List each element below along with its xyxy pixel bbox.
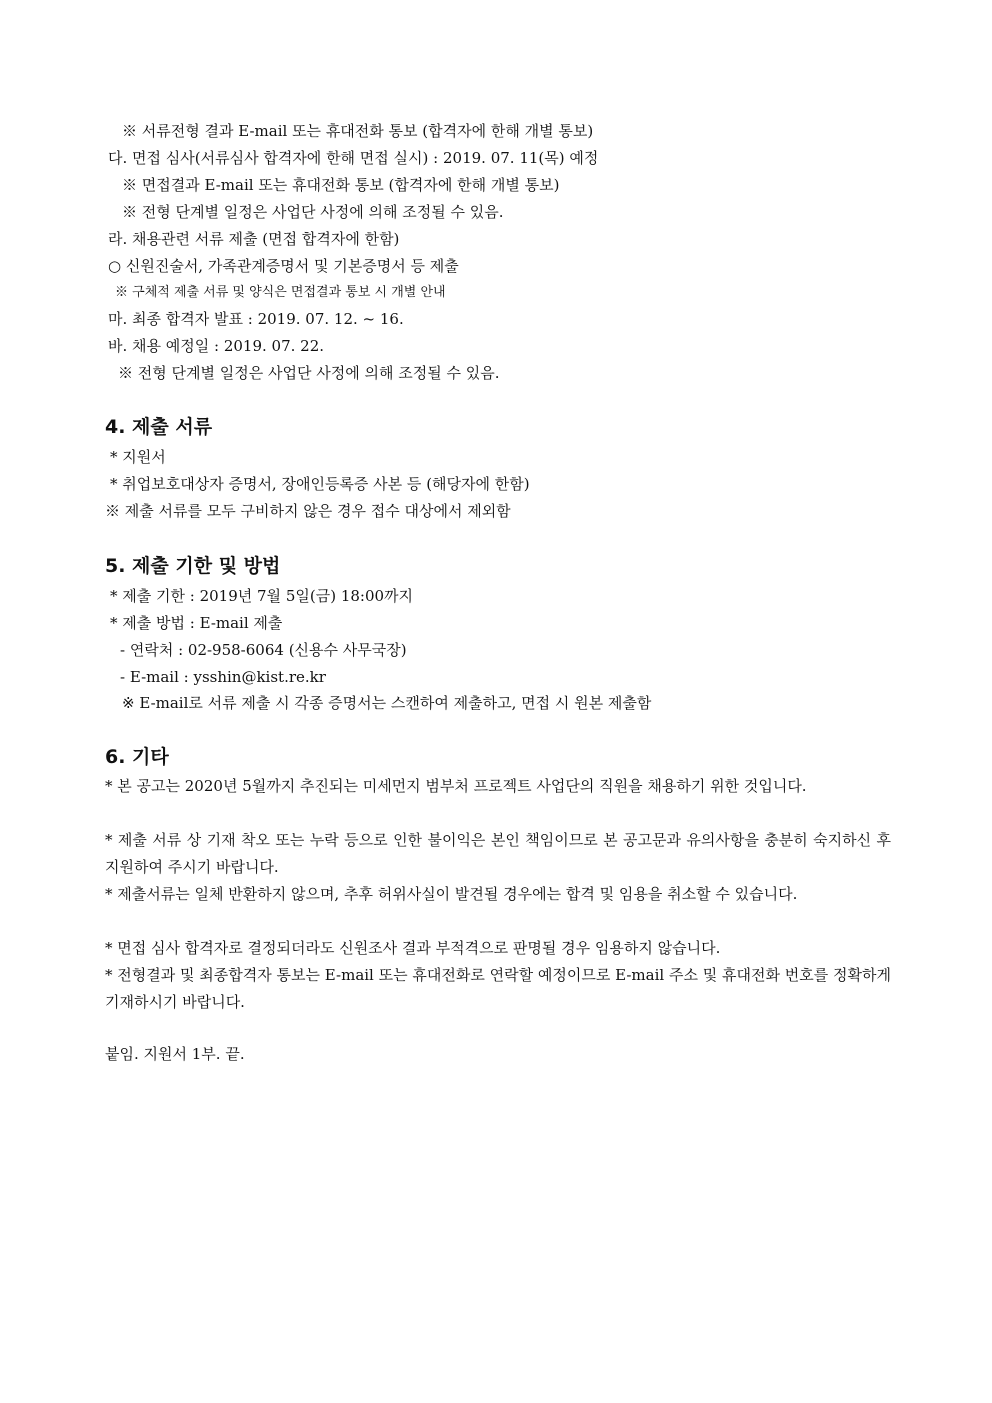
interview-schedule: 다. 면접 심사(서류심사 합격자에 한해 면접 실시) : 2019. 07. 11(목) 예정 — [108, 149, 599, 167]
interview-result-note: ※ 면접결과 E-mail 또는 휴대전화 통보 (합격자에 한해 개별 통보) — [122, 176, 560, 194]
contact-email: - E-mail : ysshin@kist.re.kr — [120, 668, 326, 686]
section-6-item-2: * 제출 서류 상 기재 착오 또는 누락 등으로 인한 불이익은 본인 책임이므로 본 공고문과 유의사항을 충분히 숙지하신 후 지원하여 주시기 바랍니다. — [105, 831, 891, 876]
schedule-change-note: ※ 전형 단계별 일정은 사업단 사정에 의해 조정될 수 있음. — [122, 203, 504, 221]
section-6-heading: 6. 기타 — [105, 746, 169, 768]
section-4-note: ※ 제출 서류를 모두 구비하지 않은 경우 접수 대상에서 제외함 — [105, 502, 511, 520]
section-6-item-5: * 전형결과 및 최종합격자 통보는 E-mail 또는 휴대전화로 연락할 예정이므로 E-mail 주소 및 휴대전화 번호를 정확하게 기재하시기 바랍니다. — [105, 966, 891, 1011]
documents-detail-note: ※ 구체적 제출 서류 및 양식은 면접결과 통보 시 개별 안내 — [115, 285, 446, 300]
final-announcement: 마. 최종 합격자 발표 : 2019. 07. 12. ~ 16. — [108, 310, 404, 328]
section-4-item-2: * 취업보호대상자 증명서, 장애인등록증 사본 등 (해당자에 한함) — [110, 475, 530, 493]
schedule-change-note-2: ※ 전형 단계별 일정은 사업단 사정에 의해 조정될 수 있음. — [118, 364, 500, 382]
hiring-date: 바. 채용 예정일 : 2019. 07. 22. — [108, 337, 325, 355]
contact-phone: - 연락처 : 02-958-6064 (신용수 사무국장) — [120, 641, 407, 659]
section-6-item-1: * 본 공고는 2020년 5월까지 추진되는 미세먼지 범부처 프로젝트 사업단의 직원을 채용하기 위한 것입니다. — [105, 777, 807, 795]
section-6-item-3: * 제출서류는 일체 반환하지 않으며, 추후 허위사실이 발견될 경우에는 합격 및 임용을 취소할 수 있습니다. — [105, 885, 798, 903]
section-6-item-4: * 면접 심사 합격자로 결정되더라도 신원조사 결과 부적격으로 판명될 경우 임용하지 않습니다. — [105, 939, 721, 957]
submission-deadline: * 제출 기한 : 2019년 7월 5일(금) 18:00까지 — [110, 587, 414, 605]
section-4-item-1: * 지원서 — [110, 448, 166, 466]
attachment-line: 붙임. 지원서 1부. 끝. — [105, 1045, 245, 1063]
submission-note: ※ E-mail로 서류 제출 시 각종 증명서는 스캔하여 제출하고, 면접 시 원본 제출함 — [122, 694, 652, 712]
section-5-heading: 5. 제출 기한 및 방법 — [105, 555, 281, 577]
section-4-heading: 4. 제출 서류 — [105, 416, 213, 438]
documents-submission-item: 라. 채용관련 서류 제출 (면접 합격자에 한함) — [108, 230, 400, 248]
submission-method: * 제출 방법 : E-mail 제출 — [110, 614, 283, 632]
screening-result-note: ※ 서류전형 결과 E-mail 또는 휴대전화 통보 (합격자에 한해 개별 통보) — [122, 122, 594, 140]
documents-list: ○ 신원진술서, 가족관계증명서 및 기본증명서 등 제출 — [108, 257, 459, 275]
